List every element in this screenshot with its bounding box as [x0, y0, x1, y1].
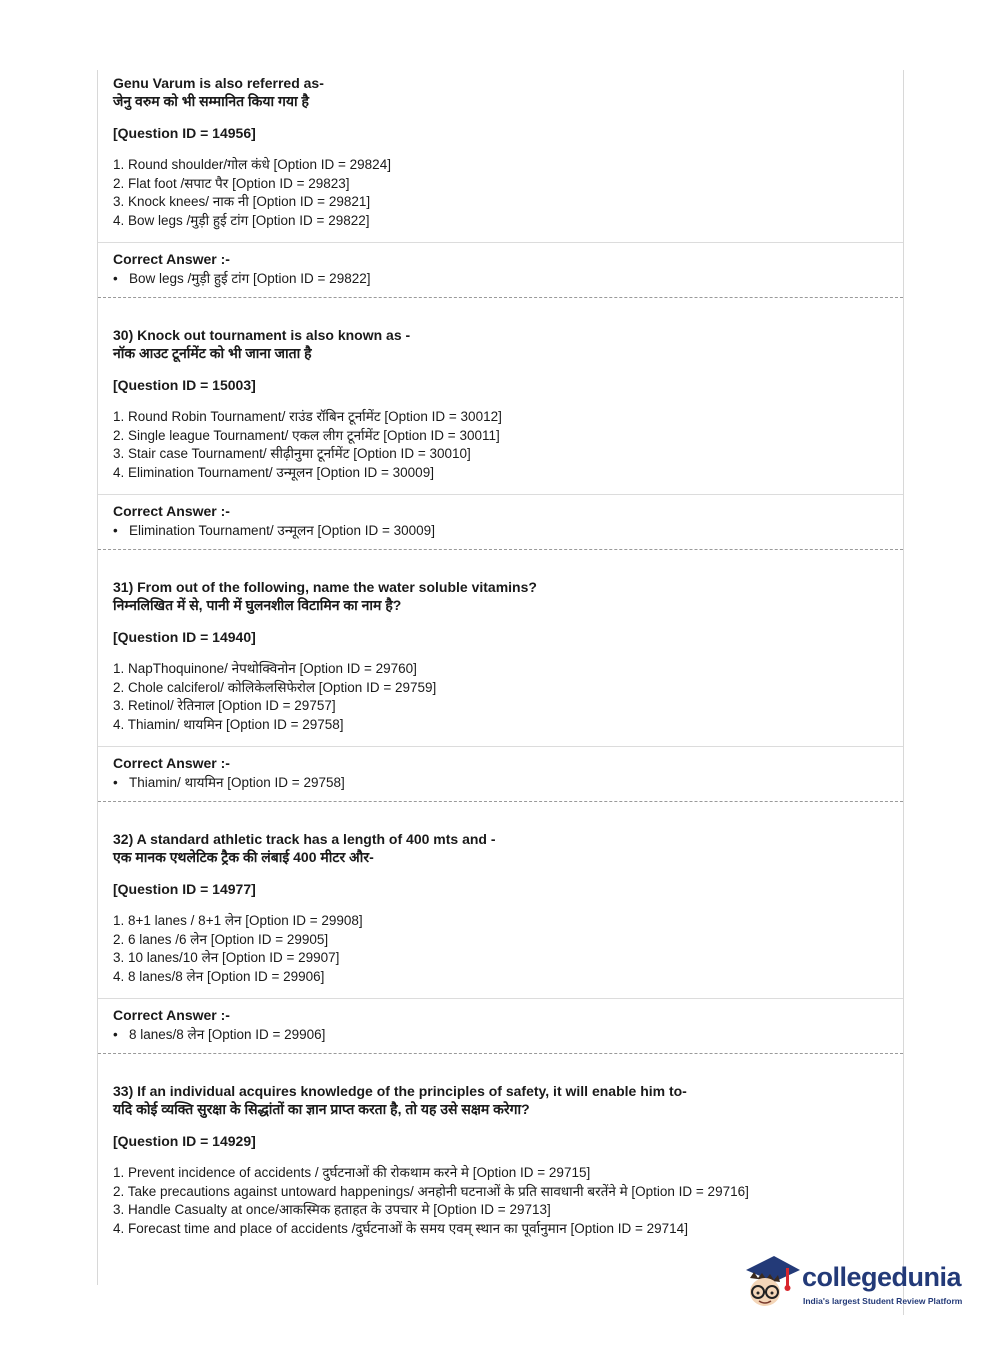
option-item: 1. Prevent incidence of accidents / दुर्घटनाओं की रोकथाम करने मे [Option ID = 29715] [113, 1165, 591, 1180]
question-block [98, 326, 903, 550]
bullet-icon: • [113, 775, 118, 790]
collegedunia-logo [740, 1248, 970, 1318]
correct-answer-item [113, 1025, 903, 1045]
correct-answer-text: Bow legs /मुड़ी हुई टांग [Option ID = 29822] [129, 271, 371, 286]
question-id: [Question ID = 14929] [113, 1133, 256, 1149]
option-item: 2. Flat foot /सपाट पैर [Option ID = 29823] [113, 175, 350, 191]
correct-answer-section [98, 495, 903, 541]
option-item: 3. Knock knees/ नाक नी [Option ID = 29821] [113, 194, 371, 209]
bullet-icon: • [113, 523, 118, 538]
option-item: 4. Forecast time and place of accidents /दुर्घटनाओं के समय एवम् स्थान का पूर्वानुमान [Option ID = 29714] [113, 1220, 688, 1236]
option-item: 2. 6 lanes /6 लेन [Option ID = 29905] [113, 931, 329, 947]
correct-answer-item [113, 521, 903, 541]
question-text-hi: एक मानक एथलेटिक ट्रैक की लंबाई 400 मीटर और- [113, 849, 374, 865]
question-divider [98, 1053, 903, 1054]
correct-answer-label: Correct Answer :- [113, 503, 230, 519]
option-item: 3. Handle Casualty at once/आकस्मिक हताहत के उपचार मे [Option ID = 29713] [113, 1202, 551, 1217]
correct-answer-text: Thiamin/ थायमिन [Option ID = 29758] [129, 775, 345, 790]
correct-answer-item [113, 269, 903, 289]
option-item: 3. Retinol/ रेतिनाल [Option ID = 29757] [113, 698, 336, 713]
option-list [113, 408, 903, 482]
option-item: 1. Round Robin Tournament/ राउंड रॉबिन टूर्नामेंट [Option ID = 30012] [113, 409, 502, 424]
logo-tagline: India's largest Student Review Platform [803, 1296, 963, 1306]
correct-answer-item [113, 773, 903, 793]
correct-answer-label: Correct Answer :- [113, 251, 230, 267]
correct-answer-label: Correct Answer :- [113, 1007, 230, 1023]
page-frame-right [903, 70, 904, 1315]
question-id: [Question ID = 14956] [113, 125, 256, 141]
option-item: 1. Round shoulder/गोल कंधे [Option ID = 29824] [113, 157, 391, 172]
correct-answer-section [98, 999, 903, 1045]
question-id: [Question ID = 15003] [113, 377, 256, 393]
bullet-icon: • [113, 271, 118, 286]
question-id: [Question ID = 14977] [113, 881, 256, 897]
correct-answer-label: Correct Answer :- [113, 755, 230, 771]
bullet-icon: • [113, 1027, 118, 1042]
option-item: 4. Thiamin/ थायमिन [Option ID = 29758] [113, 716, 344, 732]
question-id: [Question ID = 14940] [113, 629, 256, 645]
option-item: 1. 8+1 lanes / 8+1 लेन [Option ID = 29908] [113, 913, 363, 928]
option-item: 2. Chole calciferol/ कोलिकेलसिफेरोल [Option ID = 29759] [113, 679, 437, 695]
option-item: 4. Elimination Tournament/ उन्मूलन [Option ID = 30009] [113, 464, 434, 480]
option-item: 4. 8 lanes/8 लेन [Option ID = 29906] [113, 968, 325, 984]
option-item: 2. Take precautions against untoward happenings/ अनहोनी घटनाओं के प्रति सावधानी बरतेंने मे [Option ID = 29716] [113, 1183, 749, 1199]
question-divider [98, 801, 903, 802]
question-divider [98, 549, 903, 550]
question-text-hi: निम्नलिखित में से, पानी में घुलनशील विटामिन का नाम है? [113, 597, 402, 613]
correct-answer-section [98, 243, 903, 289]
option-list [113, 660, 903, 734]
question-text-en: 30) Knock out tournament is also known as - [113, 327, 411, 343]
question-divider [98, 297, 903, 298]
question-text-en: 33) If an individual acquires knowledge of the principles of safety, it will enable him to- [113, 1083, 687, 1099]
question-block [98, 70, 903, 298]
option-list [113, 1164, 903, 1238]
question-text-en: 31) From out of the following, name the water soluble vitamins? [113, 579, 537, 595]
correct-answer-text: 8 lanes/8 लेन [Option ID = 29906] [129, 1027, 326, 1042]
question-block [98, 830, 903, 1054]
question-text-hi: नॉक आउट टूर्नामेंट को भी जाना जाता है [113, 345, 312, 361]
option-list [113, 156, 903, 230]
question-text-en: 32) A standard athletic track has a length of 400 mts and - [113, 831, 496, 847]
correct-answer-text: Elimination Tournament/ उन्मूलन [Option ID = 30009] [129, 523, 435, 538]
option-item: 3. Stair case Tournament/ सीढ़ीनुमा टूर्नामेंट [Option ID = 30010] [113, 446, 471, 461]
option-item: 3. 10 lanes/10 लेन [Option ID = 29907] [113, 950, 340, 965]
option-item: 4. Bow legs /मुड़ी हुई टांग [Option ID = 29822] [113, 212, 370, 228]
correct-answer-section [98, 747, 903, 793]
graduate-mascot-icon [740, 1248, 802, 1310]
option-item: 1. NapThoquinone/ नेपथोक्विनोन [Option ID = 29760] [113, 661, 417, 676]
question-text-en: Genu Varum is also referred as- [113, 75, 324, 91]
question-paper [98, 70, 903, 1238]
logo-brand-text: collegedunia [802, 1262, 962, 1292]
question-block [98, 578, 903, 802]
question-text-hi: जेनु वरुम को भी सम्मानित किया गया है [113, 93, 309, 109]
option-item: 2. Single league Tournament/ एकल लीग टूर्नामेंट [Option ID = 30011] [113, 427, 500, 443]
option-list [113, 912, 903, 986]
question-text-hi: यदि कोई व्यक्ति सुरक्षा के सिद्धांतों का ज्ञान प्राप्त करता है, तो यह उसे सक्षम करेगा? [113, 1101, 530, 1117]
question-block [98, 1082, 903, 1238]
